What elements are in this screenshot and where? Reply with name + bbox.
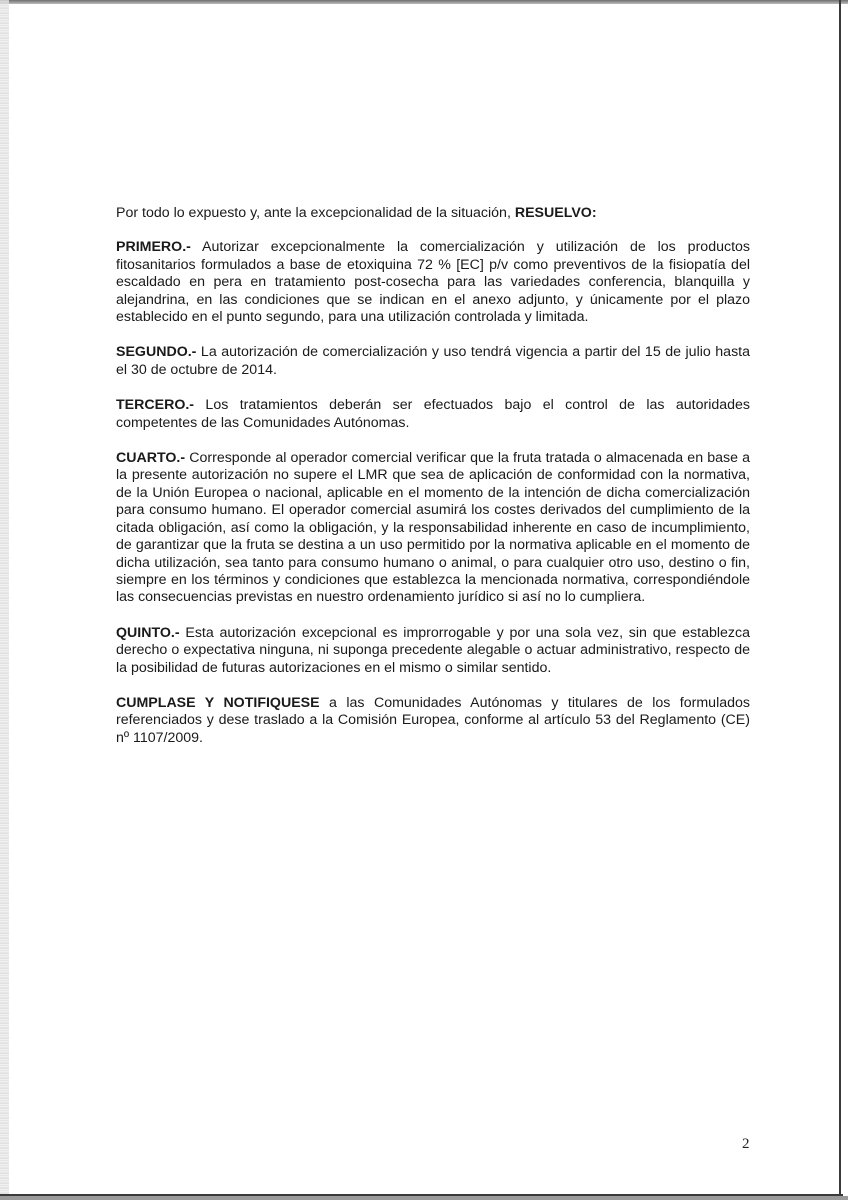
paragraph-tercero — [116, 397, 750, 432]
paragraph-text: Corresponde al operador comercial verificar que la fruta tratada o almacenada en base a la presente autorización no supere el LMR que sea de aplicación de conformidad con la normativa, de la Unión Europea o nacional, aplicable en el momento de la intención de dicha comercialización para consumo humano. El operador comercial asumirá los costes derivados del cumplimiento de la citada obligación, así como la obligación, y la responsabilidad inherente en caso de incumplimiento, de garantizar que la fruta se destina a un uso permitido por la normativa aplicable en el momento de dicha utilización, sea tanto para consumo humano o animal, o para cualquier otro uso, destino o fin, siempre en los términos y condiciones que establezca la mencionada normativa, correspondiéndole las consecuencias previstas en nuestro ordenamiento jurídico si así no lo cumpliera. — [116, 450, 750, 606]
paragraph-heading: SEGUNDO.- — [116, 344, 197, 361]
paragraph-quinto — [116, 625, 750, 677]
paragraph-text: Autorizar excepcionalmente la comercialización y utilización de los productos fitosanitarios formulados a base de etoxiquina 72 % [EC] p/v como preventivos de la fisiopatía del escaldado en pera en tratamiento post-cosecha para las variedades conferencia, blanquilla y alejandrina, en las condiciones que se indican en el anexo adjunto, y únicamente por el plazo establecido en el punto segundo, para una utilización controlada y limitada. — [116, 239, 750, 326]
paragraph-primero — [116, 239, 750, 326]
scan-edge-right — [839, 0, 841, 1196]
paragraph-heading: TERCERO.- — [116, 397, 195, 414]
paragraph-cumplase — [116, 695, 750, 747]
scan-edge-top — [0, 0, 848, 4]
paragraph-heading: CUARTO.- — [116, 450, 186, 467]
paragraph-text: Esta autorización excepcional es improrrogable y por una sola vez, sin que establezca derecho o expectativa ninguna, ni suponga precedente alegable o actuar administrativo, respecto de la posibilidad de futuras autorizaciones en el mismo o similar sentido. — [116, 624, 750, 676]
paragraph-text: Los tratamientos deberán ser efectuados bajo el control de las autoridades competentes de las Comunidades Autónomas. — [116, 397, 750, 431]
paragraph-heading: CUMPLASE Y NOTIFIQUESE — [116, 694, 320, 711]
paragraph-cuarto — [116, 450, 750, 607]
document-body — [116, 205, 750, 765]
paragraph-heading: PRIMERO.- — [116, 239, 191, 256]
paragraph-heading: QUINTO.- — [116, 624, 180, 641]
paragraph-text: La autorización de comercialización y uso tendrá vigencia a partir del 15 de julio hasta el 30 de octubre de 2014. — [116, 344, 750, 378]
page-number: 2 — [742, 1136, 750, 1152]
paragraph-segundo — [116, 344, 750, 379]
intro-paragraph — [116, 205, 750, 222]
intro-emphasis: RESUELVO: — [514, 205, 597, 221]
paragraph-text: a las Comunidades Autónomas y titulares de los formulados referenciados y dese traslado a la Comisión Europea, conforme al artículo 53 del Reglamento (CE) nº 1107/2009. — [116, 694, 750, 746]
scan-edge-bottom-shade — [0, 1196, 848, 1200]
scan-edge-left — [0, 0, 9, 1200]
intro-text: Por todo lo expuesto y, ante la excepcionalidad de la situación, — [116, 205, 515, 221]
